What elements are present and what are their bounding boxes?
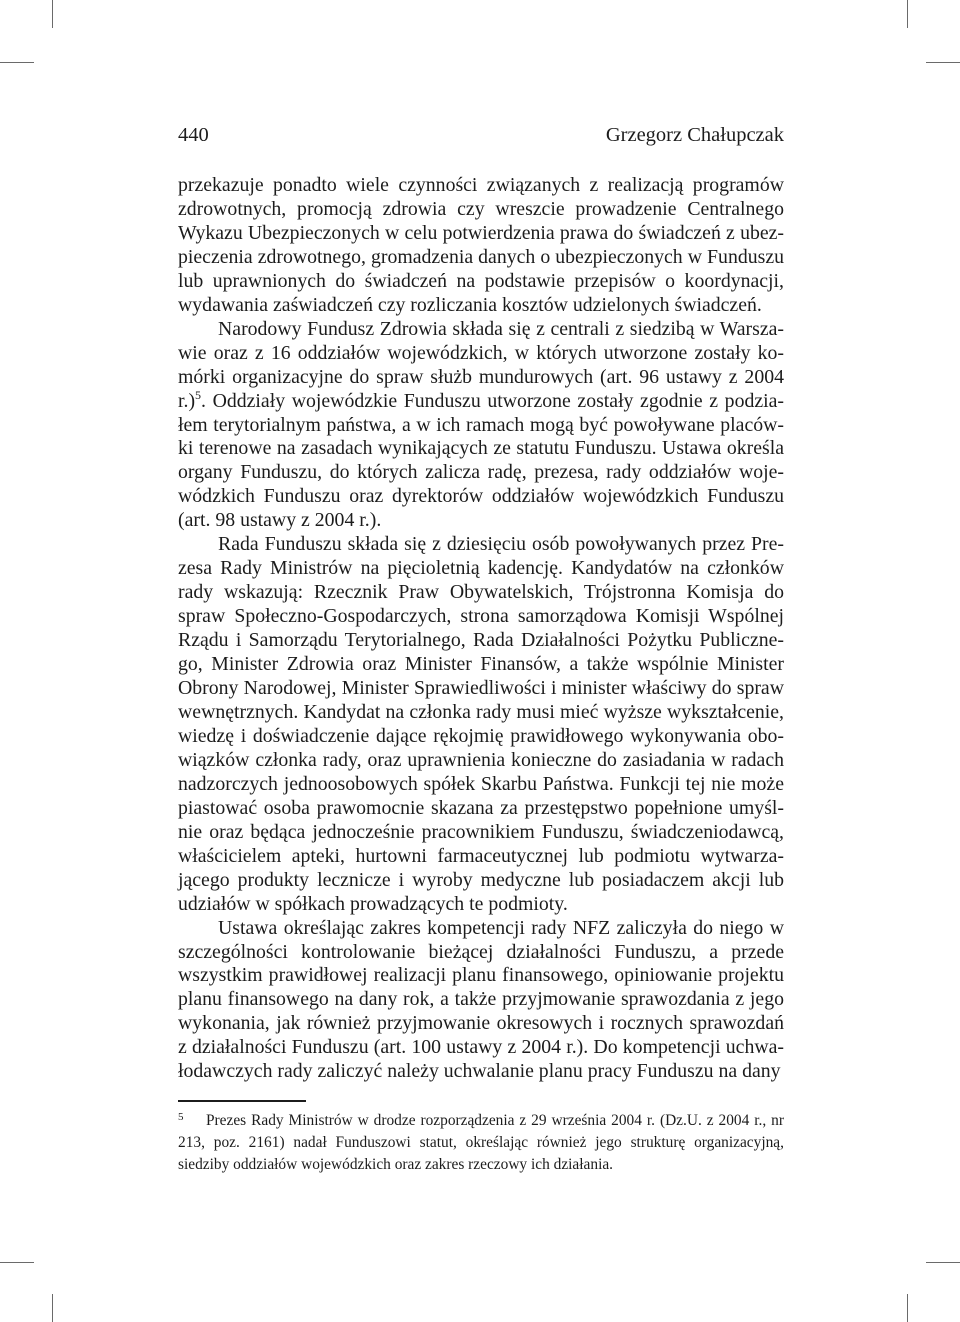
paragraph-2 <box>178 318 784 534</box>
page-number: 440 <box>178 124 209 146</box>
paragraph-2-part-a: Narodowy Fundusz Zdrowia składa się z centrali z siedzibą w Warszawie oraz z 16 oddziałów wojewódzkich, w których utworzone zostały komórki organizacyjne do spraw służb mundurowych (art. 96 ustawy z 2004 r.) <box>178 317 784 412</box>
footnote-text: Prezes Rady Ministrów w drodze rozporządzenia z 29 września 2004 r. (Dz.U. z 2004 r., nr 213, poz. 2161) nadał Funduszowi statut, określając również jego strukturę organizacyjną, siedziby oddziałów wojewódzkich oraz zakres rzeczowy ich działania. <box>178 1112 784 1174</box>
crop-mark-right-bottom <box>926 1262 960 1263</box>
crop-mark-left-bottom <box>0 1262 34 1263</box>
footnote-reference[interactable]: 5 <box>195 387 202 402</box>
body-text <box>178 174 784 1084</box>
crop-mark-top-left <box>52 0 53 28</box>
paragraph-3: Rada Funduszu składa się z dziesięciu osób powoływanych przez Prezesa Rady Ministrów na pięcioletnią kadencję. Kandydatów na członków rady wskazują: Rzecznik Praw Obywatelskich, Trójstronna Komisja do spraw Społeczno-Gospodarczych, strona samorządowa Komisji Wspólnej Rządu i Samorządu Terytorialnego, Rada Działalności Pożytku Publicznego, Minister Zdrowia oraz Minister Finansów, a także wspólnie Minister Obrony Narodowej, Minister Sprawiedliwości i minister właściwy do spraw wewnętrznych. Kandydat na członka rady musi mieć wyższe wykształcenie, wiedzę i doświadczenie dające rękojmię prawidłowego wykonywania obowiązków członka rady, oraz uprawnienia konieczne do zasiadania w radach nadzorczych jednoosobowych spółek Skarbu Państwa. Funkcji tej nie może piastować osoba prawomocnie skazana za przestępstwo popełnione umyślnie oraz będąca jednocześnie pracownikiem Funduszu, świadczeniodawcą, właścicielem apteki, hurtowni farmaceutycznej lub podmiotu wytwarzającego produkty lecznicze i wyroby medyczne lub posiadaczem akcji lub udziałów w spółkach prowadzących te podmioty. <box>178 533 784 915</box>
running-head-author: Grzegorz Chałupczak <box>605 124 784 146</box>
running-header <box>178 120 784 150</box>
paragraph-1: przekazuje ponadto wiele czynności związanych z realizacją programów zdrowotnych, promocją zdrowia czy wreszcie prowadzenie Centralnego Wykazu Ubezpieczonych w celu potwierdzenia prawa do świadczeń z ubezpieczenia zdrowotnego, gromadzenia danych o ubezpieczonych w Funduszu lub uprawnionych do świadczeń na podstawie przepisów o koordynacji, wydawania zaświadczeń czy rozliczania kosztów udzielonych świadczeń. <box>178 174 784 316</box>
paragraph-4: Ustawa określając zakres kompetencji rady NFZ zaliczyła do niego w szczególności kontrolowanie bieżącej działalności Funduszu, a przede wszystkim prawidłowej realizacji planu finansowego, opiniowanie projektu planu finansowego na dany rok, a także przyjmowanie sprawozdania z jego wykonania, jak również przyjmowanie okresowych i rocznych sprawozdań z działalności Funduszu (art. 100 ustawy z 2004 r.). Do kompetencji uchwałodawczych rady zaliczyć należy uchwalanie planu pracy Funduszu na dany <box>178 916 784 1083</box>
crop-mark-top-right <box>907 0 908 28</box>
crop-mark-left-top <box>0 62 34 63</box>
crop-mark-bottom-left <box>52 1294 53 1322</box>
crop-mark-bottom-right <box>907 1294 908 1322</box>
footnote-separator <box>178 1100 306 1102</box>
paragraph-2-part-b: . Oddziały wojewódzkie Funduszu utworzone zostały zgodnie z podziałem terytorialnym państwa, a w ich ramach mogą być powoływane placówki terenowe na zasadach wynikających ze statutu Funduszu. Ustawa określa organy Funduszu, do których zalicza radę, prezesa, rady oddziałów wojewódzkich Funduszu oraz dyrektorów oddziałów wojewódzkich Funduszu (art. 98 ustawy z 2004 r.). <box>178 389 784 532</box>
footnote: 5 Prezes Rady Ministrów w drodze rozporządzenia z 29 września 2004 r. (Dz.U. z 2004 r., nr 213, poz. 2161) nadał Funduszowi statut, określając również jego strukturę organizacyjną, siedziby oddziałów wojewódzkich oraz zakres rzeczowy ich działania. <box>178 1111 784 1174</box>
crop-mark-right-top <box>926 62 960 63</box>
